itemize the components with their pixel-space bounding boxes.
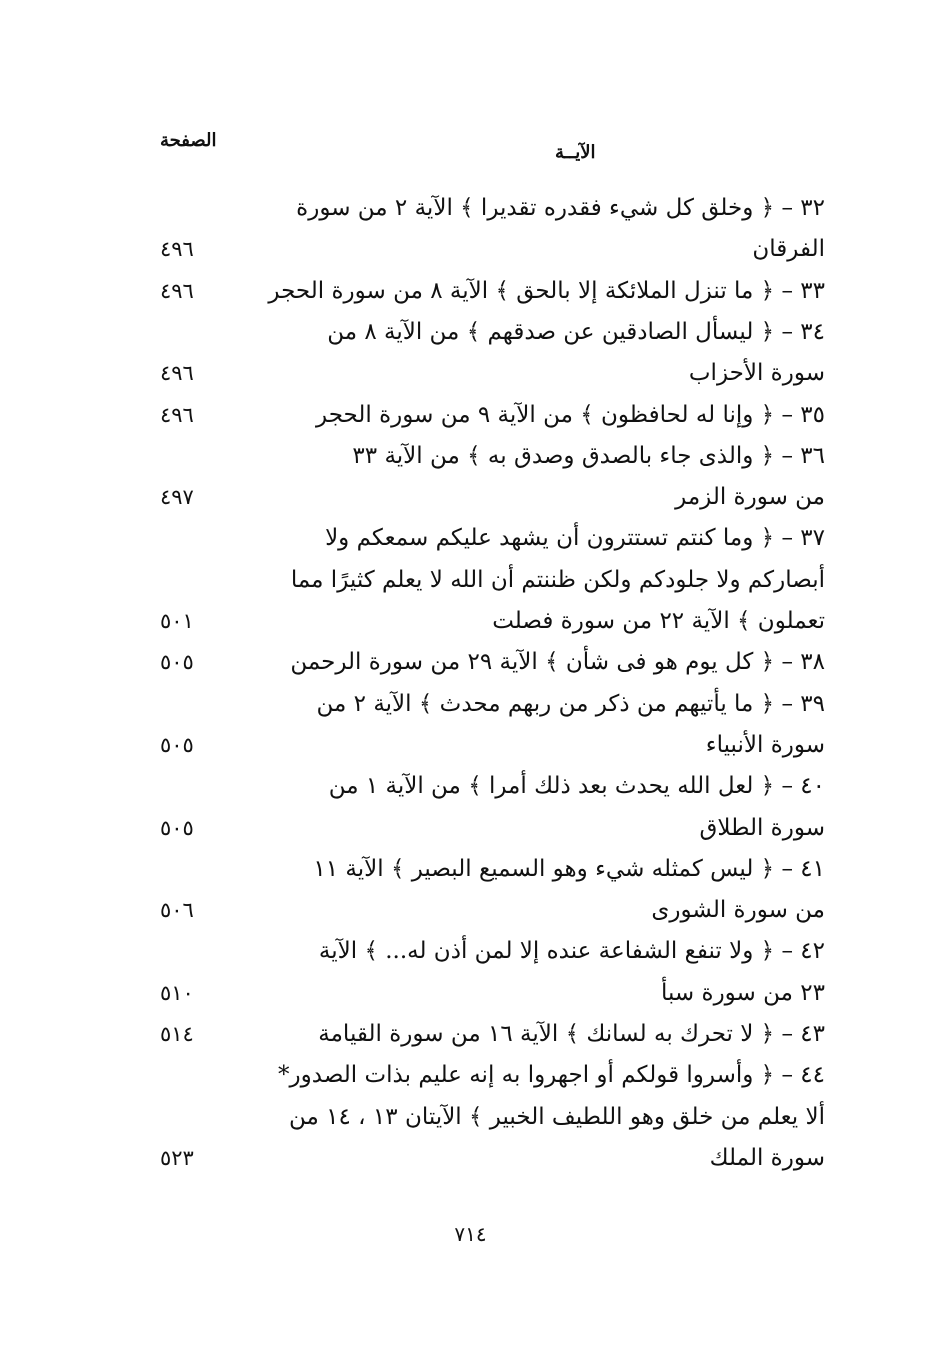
page-ref: ٥٠٥	[160, 732, 194, 757]
index-row	[150, 312, 825, 352]
verse-text: سورة الطلاق	[699, 814, 825, 841]
index-row	[150, 849, 825, 889]
verse-text: ٤٢ – ﴿ ولا تنفع الشفاعة عنده إلا لمن أذن له... ﴾ الآية	[318, 938, 825, 965]
verse-text: تعملون ﴾ الآية ٢٢ من سورة فصلت	[492, 608, 825, 634]
verse-text: ٤٣ – ﴿ لا تحرك به لسانك ﴾ الآية ١٦ من سورة القيامة	[318, 1021, 825, 1047]
verse-text: من سورة الشورى	[651, 897, 825, 924]
page-ref: ٥٠٦	[160, 898, 194, 923]
index-row	[150, 477, 825, 517]
verse-text: ٣٨ – ﴿ كل يوم هو فى شأن ﴾ الآية ٢٩ من سورة الرحمن	[290, 649, 825, 676]
verse-column-header: الآيــة	[555, 142, 596, 163]
index-row	[150, 229, 825, 269]
page-column-header: الصفحة	[160, 130, 217, 151]
index-row	[150, 931, 825, 971]
index-row	[150, 1055, 825, 1095]
verse-text: أبصاركم ولا جلودكم ولكن ظننتم أن الله لا يعلم كثيرًا مما	[290, 566, 825, 593]
index-row	[150, 188, 825, 228]
page-ref: ٤٩٦	[160, 237, 194, 262]
index-row	[150, 890, 825, 930]
page-number: ٧١٤	[454, 1222, 487, 1246]
verse-text: ٣٣ – ﴿ ما تنزل الملائكة إلا بالحق ﴾ الآية ٨ من سورة الحجر	[268, 277, 825, 304]
index-row	[150, 1014, 825, 1054]
verse-text: ٤١ – ﴿ ليس كمثله شيء وهو السميع البصير ﴾ الآية ١١	[313, 855, 825, 882]
verse-text: ٣٧ – ﴿ وما كنتم تستترون أن يشهد عليكم سمعكم ولا	[325, 525, 825, 552]
index-row	[150, 353, 825, 393]
index-row	[150, 271, 825, 311]
verse-text: سورة الأحزاب	[688, 360, 825, 387]
index-row	[150, 766, 825, 806]
index-row	[150, 518, 825, 558]
index-row	[150, 725, 825, 765]
page-ref: ٤٩٦	[160, 361, 194, 386]
page-ref: ٥٠١	[160, 609, 194, 633]
page-ref: ٥٠٥	[160, 650, 194, 675]
verse-text: سورة الملك	[709, 1144, 825, 1171]
index-row	[150, 601, 825, 641]
index-row	[150, 1097, 825, 1137]
page-ref: ٥١٠	[160, 980, 194, 1005]
page-ref: ٥٠٥	[160, 815, 194, 840]
verse-text: ٣٤ – ﴿ ليسأل الصادقين عن صدقهم ﴾ من الآية ٨ من	[327, 318, 825, 345]
index-row	[150, 808, 825, 848]
index-row	[150, 642, 825, 682]
verse-text: من سورة الزمر	[675, 484, 825, 511]
page-ref: ٥٢٣	[160, 1145, 194, 1170]
page-ref: ٤٩٦	[160, 278, 194, 303]
verse-text: ٤٠ – ﴿ لعل الله يحدث بعد ذلك أمرا ﴾ من الآية ١ من	[328, 773, 825, 800]
verse-text: الفرقان	[752, 236, 825, 263]
verse-text: ٤٤ – ﴿ وأسروا قولكم أو اجهروا به إنه عليم بذات الصدور*	[278, 1062, 825, 1089]
verse-text: سورة الأنبياء	[705, 731, 825, 758]
index-row	[150, 1138, 825, 1178]
index-row	[150, 560, 825, 600]
page-ref: ٤٩٦	[160, 402, 194, 427]
verse-text: ٢٣ من سورة سبأ	[660, 979, 825, 1006]
page-ref: ٥١٤	[160, 1022, 194, 1046]
verse-text: ٣٢ – ﴿ وخلق كل شيء فقدره تقديرا ﴾ الآية ٢ من سورة	[296, 195, 825, 221]
index-row	[150, 973, 825, 1013]
verse-text: ألا يعلم من خلق وهو اللطيف الخبير ﴾ الآيتان ١٣ ، ١٤ من	[289, 1103, 825, 1130]
verse-text: ٣٩ – ﴿ ما يأتيهم من ذكر من ربهم محدث ﴾ الآية ٢ من	[316, 690, 825, 717]
index-row	[150, 684, 825, 724]
index-row	[150, 436, 825, 476]
page-ref: ٤٩٧	[160, 485, 194, 510]
verse-text: ٣٦ – ﴿ والذى جاء بالصدق وصدق به ﴾ من الآية ٣٣	[352, 442, 825, 469]
index-row	[150, 395, 825, 435]
verse-text: ٣٥ – ﴿ وإنا له لحافظون ﴾ من الآية ٩ من سورة الحجر	[316, 401, 825, 428]
